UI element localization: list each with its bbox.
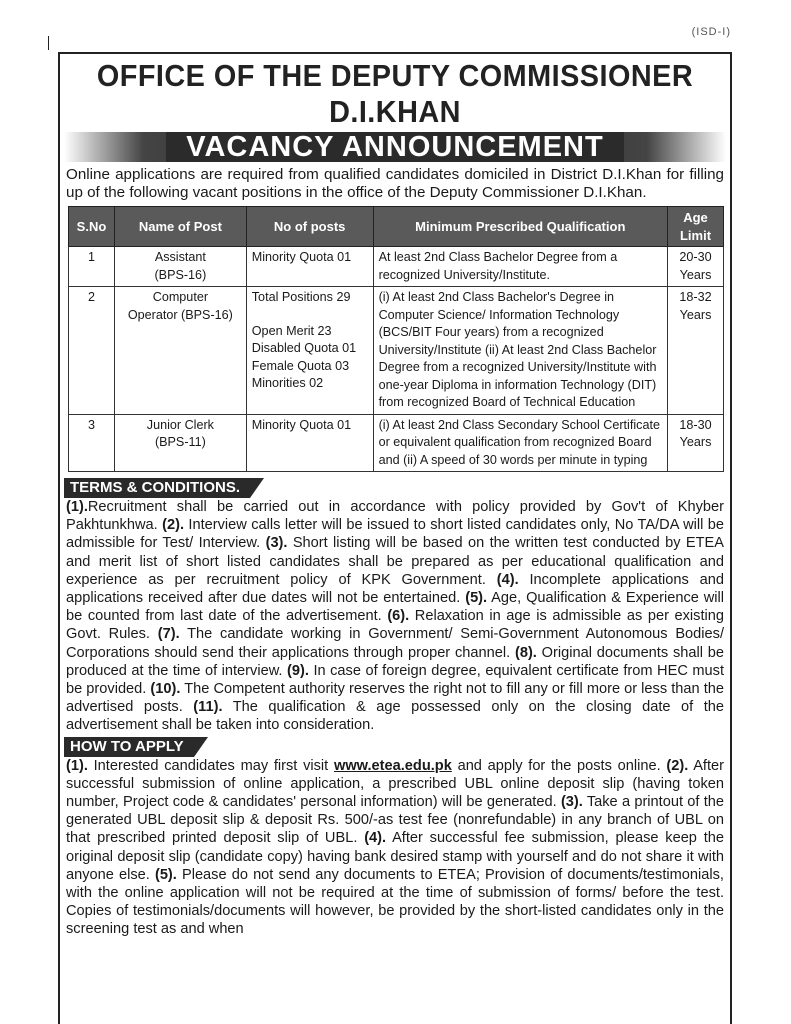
- document-code: (ISD-I): [691, 26, 731, 38]
- cell-sno: 3: [69, 414, 115, 472]
- term-text: Incomplete applications and applications received after due dates will not be entertained.: [66, 571, 725, 607]
- age-range: 18-32: [679, 290, 712, 304]
- step-text: Interested candidates may first visit: [93, 757, 329, 774]
- table-row: [69, 287, 724, 415]
- age-range: 20-30: [679, 250, 712, 264]
- term-number: (3).: [265, 535, 288, 552]
- step-number: (3).: [560, 794, 583, 811]
- cell-sno: 2: [69, 287, 115, 415]
- term-text: The Competent authority reserves the right not to fill any or fill more or less than the advertised posts.: [66, 681, 724, 716]
- term-number: (7).: [157, 626, 180, 643]
- apply-heading-label: HOW TO APPLY: [64, 737, 194, 757]
- cell-age: [668, 247, 724, 287]
- margin-rule: [48, 36, 49, 50]
- col-header-qualification: Minimum Prescribed Qualification: [373, 207, 667, 247]
- post-count: Minority Quota 01: [251, 417, 352, 432]
- step-text: After successful submission of online application, a prescribed UBL online deposit slip (having token number, Project code & candidates' personal information) will be generated.: [66, 757, 725, 811]
- step-text: Please do not send any documents to ETEA; Provision of documents/testimonials, with the online application will not be required at the time of submission of forms/ before the test. Copies of testimonials/documents will however, be provided by the short-listed candidates only in the screening test as and when: [66, 866, 724, 938]
- term-number: (10).: [150, 681, 181, 698]
- heading-arrow: [250, 478, 264, 498]
- cell-sno: 1: [69, 247, 115, 287]
- table-header-row: [69, 207, 724, 247]
- intro-paragraph: Online applications are required from qualified candidates domiciled in District D.I.Khan for filling up of the following vacant positions in the office of the Deputy Commissioner D.I.Khan.: [66, 166, 724, 201]
- post-name: Junior Clerk: [146, 417, 214, 432]
- cell-age: [668, 287, 724, 415]
- col-header-post: Name of Post: [114, 207, 246, 247]
- table-row: [69, 247, 724, 287]
- term-number: (5).: [465, 590, 488, 607]
- cell-post: [114, 414, 246, 472]
- table-row: [69, 414, 724, 472]
- post-count-female: Female Quota 03: [251, 358, 350, 373]
- post-grade: (BPS-11): [154, 435, 206, 449]
- post-grade: (BPS-16): [154, 267, 207, 282]
- term-number: (6).: [387, 608, 410, 625]
- term-text: The candidate working in Government/ Semi-Government Autonomous Bodies/ Corporations should send their applications through proper channel.: [66, 626, 725, 661]
- office-title: OFFICE OF THE DEPUTY COMMISSIONER D.I.KHAN: [96, 58, 694, 129]
- announcement-banner: [64, 132, 726, 162]
- term-text: Interview calls letter will be issued to short listed candidates only, No TA/DA will be admissible for Test/ Interview.: [66, 517, 724, 552]
- cell-qualification: (i) At least 2nd Class Secondary School Certificate or equivalent qualification from recognized Board and (ii) A speed of 30 words per minute in typing: [373, 414, 667, 472]
- post-count-merit: Open Merit 23: [251, 323, 332, 338]
- age-unit: Years: [679, 435, 712, 449]
- term-number: (8).: [514, 644, 537, 661]
- term-text: Age, Qualification & Experience will be counted from last date of the advertisement.: [66, 590, 724, 625]
- post-name: Assistant: [154, 250, 206, 264]
- post-count-disabled: Disabled Quota 01: [251, 341, 357, 355]
- age-range: 18-30: [679, 417, 712, 432]
- cell-age: [668, 414, 724, 472]
- post-count-total: Total Positions 29: [251, 290, 351, 304]
- term-number: (2).: [162, 517, 184, 534]
- term-number: (9).: [287, 662, 309, 679]
- etea-website-link[interactable]: www.etea.edu.pk: [333, 757, 452, 774]
- post-count: Minority Quota 01: [251, 250, 352, 264]
- term-text: Recruitment shall be carried out in accordance with policy provided by Gov't of Khyber Pakhtunkhwa.: [66, 499, 724, 534]
- cell-post: [114, 247, 246, 287]
- step-number: (4).: [364, 830, 387, 847]
- cell-post: [114, 287, 246, 415]
- term-text: Short listing will be based on the written test conducted by ETEA and merit list of short listed candidates shall be prepared as per educational qualification and experience as per recruitment policy of KPK Government.: [66, 535, 724, 588]
- term-number: (4).: [496, 571, 519, 588]
- terms-heading: [64, 478, 730, 498]
- col-header-sno: S.No: [69, 207, 115, 247]
- apply-heading: [64, 737, 730, 757]
- col-header-count: No of posts: [246, 207, 373, 247]
- term-number: (1).: [66, 499, 88, 515]
- step-text: Take a printout of the generated UBL deposit slip & deposit Rs. 500/-as test fee (nonrefundable) in any branch of UBL on that prescribed printed deposit slip of UBL.: [66, 794, 725, 847]
- vacancy-table: [68, 206, 724, 472]
- cell-qualification: (i) At least 2nd Class Bachelor's Degree in Computer Science/ Information Technology (BCS/BIT Four years) from a recognized University/Institute (ii) At least 2nd Class Bachelor Degree from a recognized University/Institute with one-year Diploma in information Technology (DIT) from recognized Board of Technical Education: [373, 287, 667, 415]
- cell-posts: [246, 287, 373, 415]
- step-text: and apply for the posts online.: [457, 757, 661, 774]
- step-number: (1).: [66, 757, 88, 774]
- cell-qualification: At least 2nd Class Bachelor Degree from a recognized University/Institute.: [373, 247, 667, 287]
- step-number: (5).: [154, 866, 177, 883]
- cell-posts: [246, 247, 373, 287]
- age-unit: Years: [679, 307, 712, 322]
- post-count-minorities: Minorities 02: [251, 376, 324, 390]
- terms-heading-label: TERMS & CONDITIONS.: [64, 478, 250, 498]
- post-grade: Operator (BPS-16): [127, 307, 233, 322]
- spacer: [252, 307, 368, 323]
- step-number: (2).: [666, 757, 689, 774]
- term-number: (11).: [193, 699, 223, 716]
- apply-paragraph: [66, 757, 724, 939]
- term-text: Original documents shall be produced at the time of interview.: [66, 644, 725, 679]
- term-text: Relaxation in age is admissible as per existing Govt. Rules.: [66, 608, 724, 643]
- step-text: After successful fee submission, please keep the original deposit slip (candidate copy) having bank desired stamp with yourself and do not share it with anyone else.: [66, 830, 724, 883]
- age-unit: Years: [679, 267, 712, 282]
- term-text: In case of foreign degree, equivalent certificate from HEC must be provided.: [66, 662, 724, 698]
- heading-arrow: [194, 737, 208, 757]
- post-name: Computer: [152, 290, 209, 304]
- terms-paragraph: [66, 498, 724, 735]
- term-text: The qualification & age possessed only on the closing date of the advertisement shall be taken into consideration.: [66, 699, 724, 734]
- col-header-age: Age Limit: [668, 207, 724, 247]
- banner-title: VACANCY ANNOUNCEMENT: [166, 132, 623, 162]
- cell-posts: [246, 414, 373, 472]
- advertisement: [58, 52, 732, 1024]
